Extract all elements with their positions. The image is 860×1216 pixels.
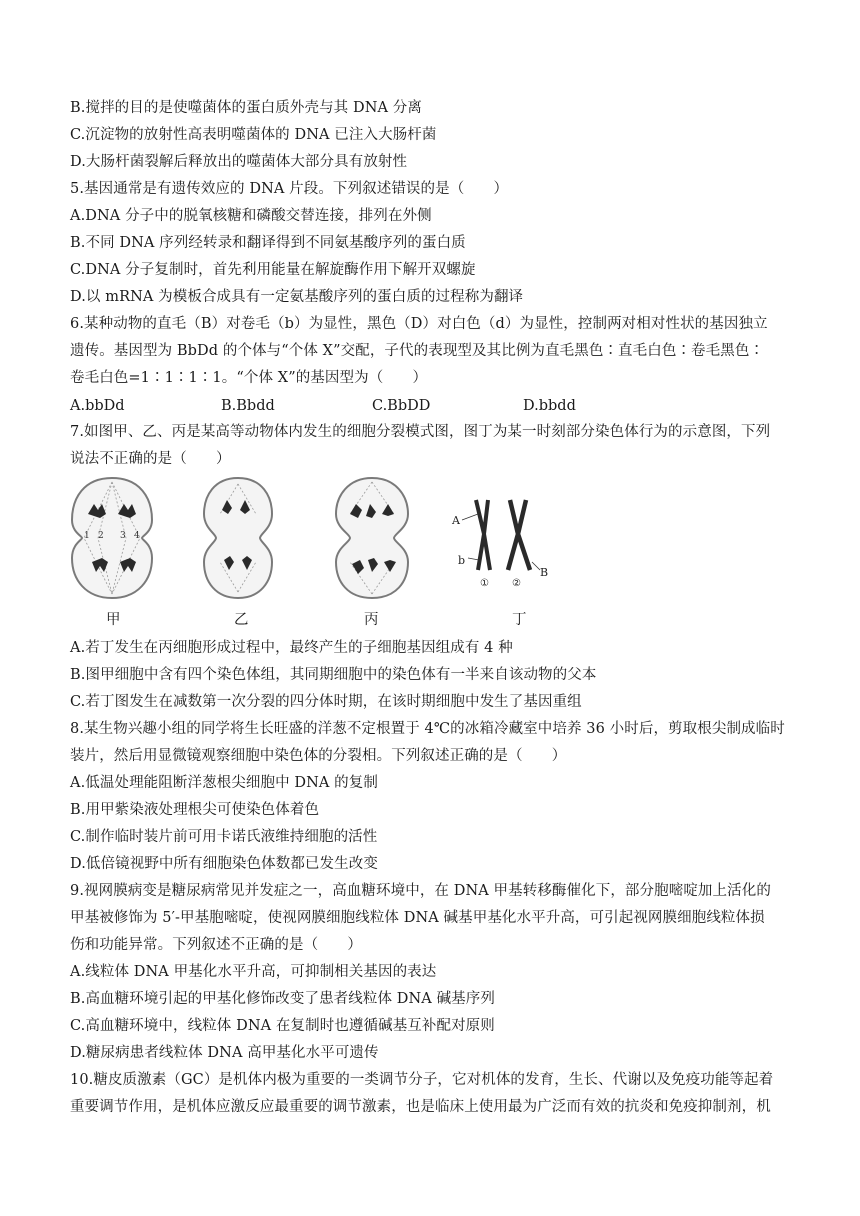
q9-option-a: A.线粒体 DNA 甲基化水平升高，可抑制相关基因的表达 bbox=[70, 964, 437, 980]
q5-option-b: B.不同 DNA 序列经转录和翻译得到不同氨基酸序列的蛋白质 bbox=[70, 235, 466, 251]
q10-stem-line2: 重要调节作用，是机体应激反应最重要的调节激素，也是临床上使用最为广泛而有效的抗炎和免疫抑制剂，机 bbox=[70, 1099, 771, 1115]
q9-option-c: C.高血糖环境中，线粒体 DNA 在复制时也遵循碱基互补配对原则 bbox=[70, 1018, 495, 1034]
q7-stem-line1: 7.如图甲、乙、丙是某高等动物体内发生的细胞分裂模式图，图丁为某一时刻部分染色体行为的示意图，下列 bbox=[70, 424, 771, 440]
q9-stem-line1: 9.视网膜病变是糖尿病常见并发症之一，高血糖环境中，在 DNA 甲基转移酶催化下，部分胞嘧啶加上活化的 bbox=[70, 883, 771, 899]
q6-stem-line3: 卷毛白色=1∶1∶1∶1。“个体 X”的基因型为（ ） bbox=[70, 370, 428, 386]
jia-label-1: 1 bbox=[84, 531, 90, 541]
caption-bing: 丙 bbox=[364, 612, 379, 628]
ding-label-B: B bbox=[540, 566, 549, 579]
q6-option-b: B.Bbdd bbox=[221, 398, 275, 414]
q6-option-a: A.bbDd bbox=[70, 398, 125, 414]
cell-figure-jia bbox=[68, 474, 156, 602]
jia-label-2: 2 bbox=[98, 531, 104, 541]
q7-option-a: A.若丁发生在丙细胞形成过程中，最终产生的子细胞基因组成有 4 种 bbox=[70, 640, 513, 656]
cell-figure-bing bbox=[330, 474, 414, 602]
jia-label-3: 3 bbox=[120, 531, 126, 541]
ding-label-b: b bbox=[458, 554, 466, 567]
caption-ding: 丁 bbox=[512, 612, 527, 628]
q5-option-a: A.DNA 分子中的脱氧核糖和磷酸交替连接，排列在外侧 bbox=[70, 208, 432, 224]
ding-label-circle1: ① bbox=[480, 578, 489, 589]
q8-option-a: A.低温处理能阻断洋葱根尖细胞中 DNA 的复制 bbox=[70, 775, 378, 791]
chromosome-figure-ding bbox=[448, 474, 552, 602]
q8-option-c: C.制作临时装片前可用卡诺氏液维持细胞的活性 bbox=[70, 829, 378, 845]
q4-option-c: C.沉淀物的放射性高表明噬菌体的 DNA 已注入大肠杆菌 bbox=[70, 127, 437, 143]
q5-stem: 5.基因通常是有遗传效应的 DNA 片段。下列叙述错误的是（ ） bbox=[70, 181, 509, 197]
q4-option-d: D.大肠杆菌裂解后释放出的噬菌体大部分具有放射性 bbox=[70, 154, 408, 170]
q10-stem-line1: 10.糖皮质激素（GC）是机体内极为重要的一类调节分子，它对机体的发育，生长、代谢以及免疫功能等起着 bbox=[70, 1072, 774, 1088]
q6-stem-line1: 6.某种动物的直毛（B）对卷毛（b）为显性，黑色（D）对白色（d）为显性，控制两对相对性状的基因独立 bbox=[70, 316, 768, 332]
q4-option-b: B.搅拌的目的是使噬菌体的蛋白质外壳与其 DNA 分离 bbox=[70, 100, 422, 116]
cell-figure-yi bbox=[198, 474, 278, 602]
q7-option-c: C.若丁图发生在减数第一次分裂的四分体时期，在该时期细胞中发生了基因重组 bbox=[70, 694, 582, 710]
q6-option-d: D.bbdd bbox=[523, 398, 576, 414]
q5-option-c: C.DNA 分子复制时，首先利用能量在解旋酶作用下解开双螺旋 bbox=[70, 262, 476, 278]
q8-option-d: D.低倍镜视野中所有细胞染色体数都已发生改变 bbox=[70, 856, 378, 872]
q9-stem-line2: 甲基被修饰为 5′-甲基胞嘧啶，使视网膜细胞线粒体 DNA 碱基甲基化水平升高，可引起视网膜细胞线粒体损 bbox=[70, 910, 765, 926]
q7-stem-line2: 说法不正确的是（ ） bbox=[70, 451, 231, 467]
ding-label-circle2: ② bbox=[512, 578, 521, 589]
q6-stem-line2: 遗传。基因型为 BbDd 的个体与“个体 X”交配，子代的表现型及其比例为直毛黑色∶直毛白色∶卷毛黑色∶ bbox=[70, 343, 765, 359]
q9-option-d: D.糖尿病患者线粒体 DNA 高甲基化水平可遗传 bbox=[70, 1045, 379, 1061]
q5-option-d: D.以 mRNA 为模板合成具有一定氨基酸序列的蛋白质的过程称为翻译 bbox=[70, 289, 524, 305]
chromosome-2-icon bbox=[508, 500, 530, 570]
q7-option-b: B.图甲细胞中含有四个染色体组，其同期细胞中的染色体有一半来自该动物的父本 bbox=[70, 667, 597, 683]
jia-label-4: 4 bbox=[134, 531, 140, 541]
caption-jia: 甲 bbox=[106, 612, 121, 628]
q8-stem-line2: 装片，然后用显微镜观察细胞中染色体的分裂相。下列叙述正确的是（ ） bbox=[70, 748, 567, 764]
q8-option-b: B.用甲紫染液处理根尖可使染色体着色 bbox=[70, 802, 320, 818]
q8-stem-line1: 8.某生物兴趣小组的同学将生长旺盛的洋葱不定根置于 4℃的冰箱冷藏室中培养 36 小时后，剪取根尖制成临时 bbox=[70, 721, 785, 737]
q9-stem-line3: 伤和功能异常。下列叙述不正确的是（ ） bbox=[70, 937, 362, 953]
caption-yi: 乙 bbox=[234, 612, 249, 628]
q9-option-b: B.高血糖环境引起的甲基化修饰改变了患者线粒体 DNA 碱基序列 bbox=[70, 991, 495, 1007]
ding-label-A: A bbox=[452, 514, 460, 527]
q6-option-c: C.BbDD bbox=[372, 398, 431, 414]
